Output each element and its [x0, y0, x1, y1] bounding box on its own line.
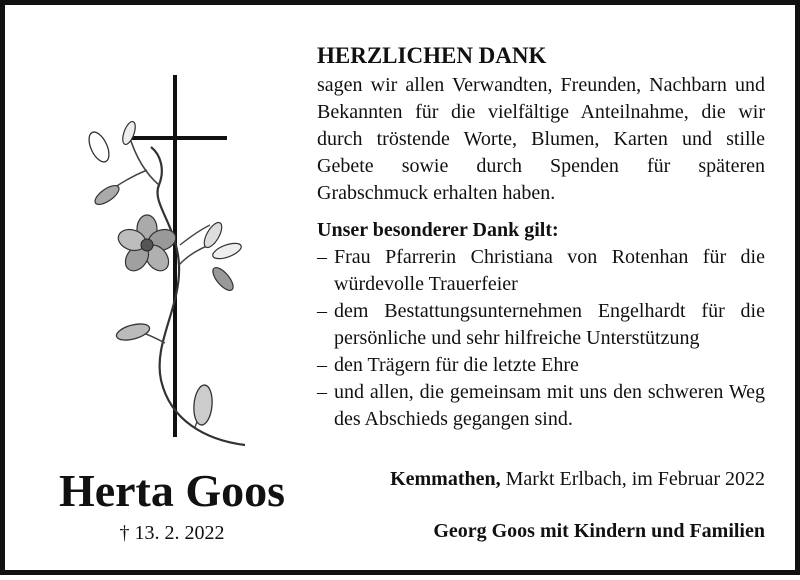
list-item: – dem Bestattungsunternehmen Engelhardt für die persönliche und sehr hilfreiche Unterstützung — [317, 300, 765, 349]
list-item-text: Frau Pfarrerin Christiana von Rotenhan für die würdevolle Trauerfeier — [334, 246, 765, 295]
place-and-date — [317, 466, 765, 493]
cross-with-flower-branch-icon — [85, 75, 255, 453]
notice-heading: HERZLICHEN DANK — [317, 43, 547, 68]
thanks-column — [317, 41, 765, 433]
place-town: Kemmathen, — [390, 468, 501, 490]
list-item-text: dem Bestattungsunternehmen Engelhardt für die persönliche und sehr hilfreiche Unterstützung — [334, 300, 765, 349]
special-thanks-list — [317, 244, 765, 433]
memorial-column — [5, 5, 315, 580]
list-item: – Frau Pfarrerin Christiana von Rotenhan für die würdevolle Trauerfeier — [317, 246, 765, 295]
deceased-name: Herta Goos — [58, 465, 286, 516]
list-item-text: den Trägern für die letzte Ehre — [334, 354, 579, 376]
place-rest: Markt Erlbach, im Februar 2022 — [505, 468, 765, 490]
death-date: † 13. 2. 2022 — [119, 522, 225, 544]
signature: Georg Goos mit Kindern und Familien — [433, 520, 765, 542]
list-item-text: und allen, die gemeinsam mit uns den schweren Weg des Abschieds gegangen sind. — [334, 381, 765, 430]
list-item: – den Trägern für die letzte Ehre — [317, 354, 579, 376]
intro-paragraph: sagen wir allen Verwandten, Freunden, Nachbarn und Bekannten für die vielfältige Anteilnahme, die wir durch tröstende Worte, Blumen, Karten und stille Gebete sowie durch Spenden für späteren Grabschmuck erhalten haben. — [317, 74, 765, 204]
list-item: – und allen, die gemeinsam mit uns den schweren Weg des Abschieds gegangen sind. — [317, 381, 765, 430]
special-thanks-title: Unser besonderer Dank gilt: — [317, 219, 559, 241]
